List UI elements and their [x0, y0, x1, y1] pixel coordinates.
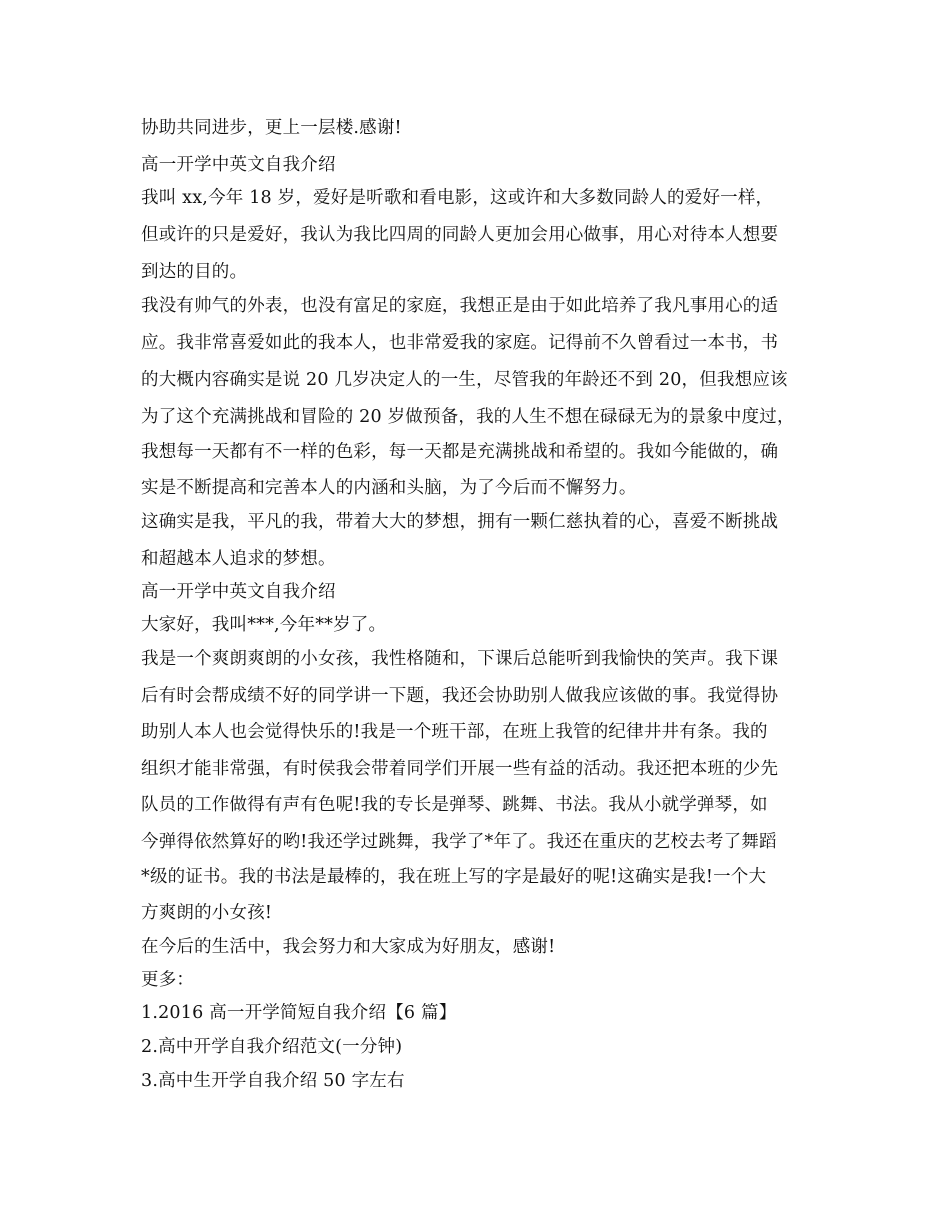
related-link[interactable]: 3.高中生开学自我介绍 50 字左右 — [141, 1071, 405, 1091]
text-line: 队员的工作做得有声有色呢!我的专长是弹琴、跳舞、书法。我从小就学弹琴，如 — [141, 795, 768, 815]
text-line: 的大概内容确实是说 20 几岁决定人的一生，尽管我的年龄还不到 20，但我想应该 — [141, 370, 788, 390]
text-line: 我叫 xx,今年 18 岁，爱好是听歌和看电影，这或许和大多数同龄人的爱好一样， — [141, 188, 774, 208]
text-line: 到达的目的。 — [141, 262, 248, 282]
text-line: 和超越本人追求的梦想。 — [141, 549, 336, 569]
text-line: 实是不断提高和完善本人的内涵和头脑，为了今后而不懈努力。 — [141, 478, 637, 498]
text-line: 今弹得依然算好的哟!我还学过跳舞，我学了*年了。我还在重庆的艺校去考了舞蹈 — [141, 832, 777, 852]
text-line: 后有时会帮成绩不好的同学讲一下题，我还会协助别人做我应该做的事。我觉得协 — [141, 686, 779, 706]
related-link[interactable]: 1.2016 高一开学简短自我介绍【6 篇】 — [141, 1003, 457, 1023]
text-line: 更多： — [141, 970, 195, 990]
text-line: 我想每一天都有不一样的色彩，每一天都是充满挑战和希望的。我如今能做的，确 — [141, 442, 779, 462]
text-line: 应。我非常喜爱如此的我本人，也非常爱我的家庭。记得前不久曾看过一本书，书 — [141, 333, 779, 353]
text-line: 我是一个爽朗爽朗的小女孩，我性格随和，下课后总能听到我愉快的笑声。我下课 — [141, 649, 779, 669]
text-line: 但或许的只是爱好，我认为我比四周的同龄人更加会用心做事，用心对待本人想要 — [141, 225, 779, 245]
text-line: 这确实是我，平凡的我，带着大大的梦想，拥有一颗仁慈执着的心，喜爱不断挑战 — [141, 512, 779, 532]
section-heading: 高一开学中英文自我介绍 — [141, 155, 336, 175]
text-line: 方爽朗的小女孩! — [141, 903, 273, 923]
section-heading: 高一开学中英文自我介绍 — [141, 582, 336, 602]
text-line: 协助共同进步，更上一层楼.感谢! — [141, 118, 402, 138]
related-link[interactable]: 2.高中开学自我介绍范文(一分钟) — [141, 1037, 403, 1057]
text-line: 在今后的生活中，我会努力和大家成为好朋友，感谢! — [141, 937, 556, 957]
text-line: 助别人本人也会觉得快乐的!我是一个班干部，在班上我管的纪律井井有条。我的 — [141, 722, 768, 742]
text-line: 大家好，我叫***,今年**岁了。 — [141, 615, 387, 635]
text-line: 我没有帅气的外表，也没有富足的家庭，我想正是由于如此培养了我凡事用心的适 — [141, 296, 779, 316]
text-line: 为了这个充满挑战和冒险的 20 岁做预备，我的人生不想在碌碌无为的景象中度过， — [141, 407, 795, 427]
text-line: 组织才能非常强，有时侯我会带着同学们开展一些有益的活动。我还把本班的少先 — [141, 759, 779, 779]
text-line: *级的证书。我的书法是最棒的，我在班上写的字是最好的呢!这确实是我!一个大 — [141, 867, 767, 887]
